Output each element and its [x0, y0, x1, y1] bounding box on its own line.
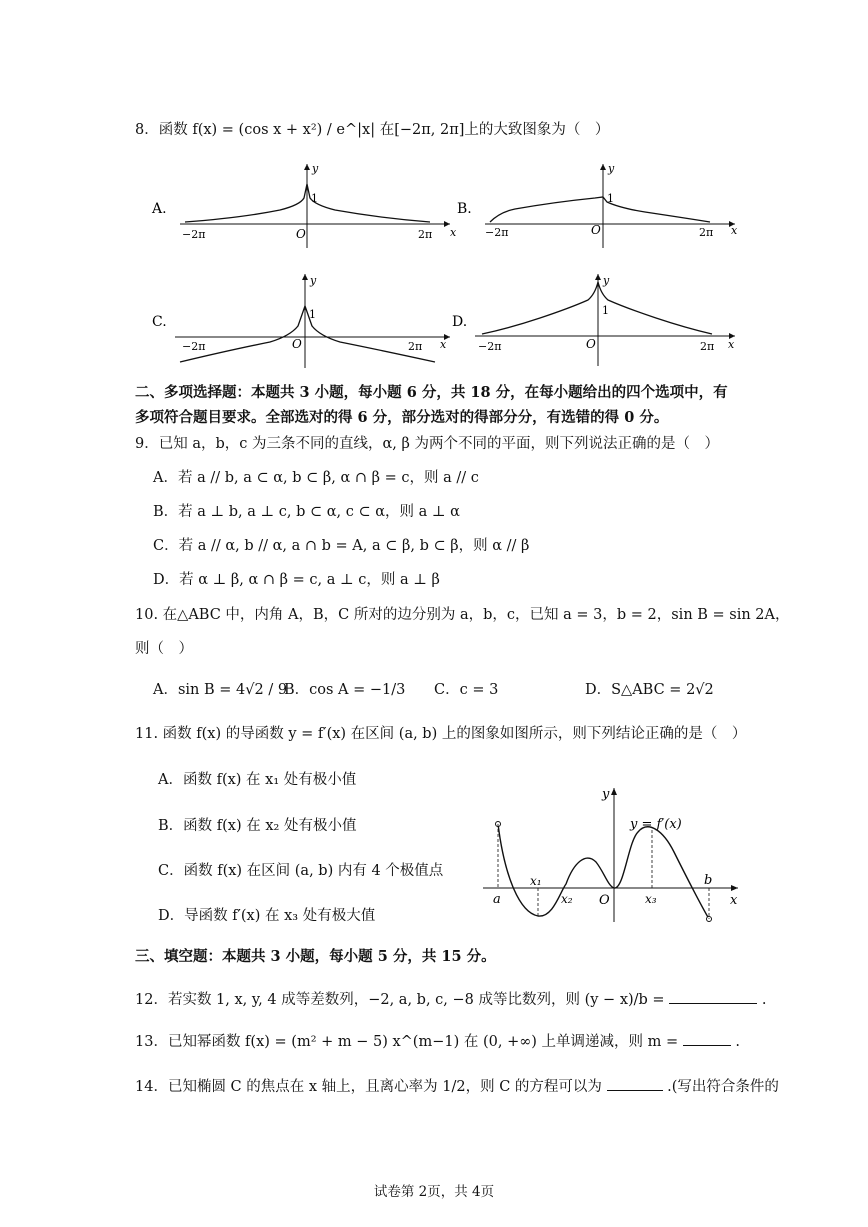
q14-row: [135, 1075, 779, 1096]
q11-option-d[interactable]: D．导函数 f′(x) 在 x₃ 处有极大值: [158, 908, 376, 924]
graph-a-ytick: 1: [311, 192, 318, 205]
section3-heading: 三、填空题：本题共 3 小题，每小题 5 分，共 15 分。: [135, 948, 496, 965]
graph-b-label: B.: [457, 201, 472, 217]
q11-derivative-graph[interactable]: [478, 782, 743, 927]
q13-text: 13．已知幂函数 f(x) = (m² + m − 5) x^(m−1) 在 (0, +∞) 上单调递减，则 m =: [135, 1034, 679, 1050]
q11-a-label: a: [493, 892, 501, 907]
graph-b-xaxis: x: [731, 224, 738, 237]
graph-b-xmin: −2π: [485, 226, 509, 239]
graph-b-ytick: 1: [607, 192, 614, 205]
q8-text: 8．函数 f(x) = (cos x + x²) / e^|x| 在[−2π, 2π]上的大致图象为（ ）: [135, 122, 610, 138]
q9-option-b[interactable]: B．若 a ⊥ b, a ⊥ c, b ⊂ α, c ⊂ α，则 a ⊥ α: [153, 504, 460, 520]
q9-text: 9．已知 a，b，c 为三条不同的直线，α, β 为两个不同的平面，则下列说法正确的是（ ）: [135, 436, 719, 452]
graph-d-label: D.: [452, 314, 468, 330]
graph-d-yaxis: y: [603, 274, 610, 287]
graph-c-xmin: −2π: [182, 340, 206, 353]
q11-xaxis-label: x: [730, 893, 738, 908]
section2-heading-line1: 二、多项选择题：本题共 3 小题，每小题 6 分，共 18 分，在每小题给出的四个选项中，有: [135, 384, 728, 401]
page-footer: 试卷第 2页，共 4页: [373, 1184, 495, 1200]
graph-c-xaxis: x: [440, 338, 447, 351]
graph-d-xaxis: x: [728, 338, 735, 351]
graph-a-xaxis: x: [450, 226, 457, 239]
q8-graph-b[interactable]: [455, 160, 745, 250]
q8-graph-c[interactable]: [150, 270, 460, 370]
q11-option-b[interactable]: B．函数 f(x) 在 x₂ 处有极小值: [158, 818, 357, 834]
q9-option-c[interactable]: C．若 a // α, b // α, a ∩ b = A, a ⊂ β, b ⊂ β，则 α // β: [153, 538, 530, 554]
graph-d-ytick: 1: [602, 304, 609, 317]
q9-option-d[interactable]: D．若 α ⊥ β, α ∩ β = c, a ⊥ c，则 a ⊥ β: [153, 572, 440, 588]
q11-x3-label: x₃: [645, 892, 657, 906]
q10-option-b[interactable]: B．cos A = −1/3: [284, 682, 406, 698]
q12-text: 12．若实数 1, x, y, 4 成等差数列，−2, a, b, c, −8 成等比数列，则 (y − x)/b =: [135, 992, 665, 1008]
q12-end: .: [761, 992, 767, 1008]
graph-a-yaxis: y: [312, 162, 319, 175]
q8-graph-d[interactable]: [450, 270, 745, 370]
q10-text-line1: 10. 在△ABC 中，内角 A，B，C 所对的边分别为 a，b，c，已知 a = 3，b = 2，sin B = sin 2A，: [135, 607, 790, 623]
graph-b-yaxis: y: [608, 162, 615, 175]
q13-answer-blank[interactable]: [683, 1031, 731, 1046]
q10-option-a[interactable]: A．sin B = 4√2 / 9: [153, 682, 288, 698]
q11-origin-label: O: [599, 893, 610, 908]
graph-c-label: C.: [152, 314, 167, 330]
q11-b-label: b: [704, 873, 713, 888]
q12-answer-blank[interactable]: [669, 989, 757, 1004]
graph-a-xmax: 2π: [418, 228, 433, 241]
graph-a-origin: O: [296, 227, 306, 241]
q14-end: .(写出符合条件的: [667, 1079, 779, 1095]
graph-c-xmax: 2π: [408, 340, 423, 353]
q11-x1-label: x₁: [530, 874, 542, 888]
graph-d-xmax: 2π: [700, 340, 715, 353]
q13-end: .: [735, 1034, 741, 1050]
q8-graph-a[interactable]: [150, 160, 460, 250]
q11-option-c[interactable]: C．函数 f(x) 在区间 (a, b) 内有 4 个极值点: [158, 863, 444, 879]
graph-b-xmax: 2π: [699, 226, 714, 239]
graph-c-origin: O: [292, 337, 302, 351]
q14-text: 14．已知椭圆 C 的焦点在 x 轴上，且离心率为 1/2，则 C 的方程可以为: [135, 1079, 602, 1095]
q10-text-line2: 则（ ）: [135, 641, 193, 657]
q11-x2-label: x₂: [561, 892, 573, 906]
q11-text: 11. 函数 f(x) 的导函数 y = f′(x) 在区间 (a, b) 上的图象如图所示，则下列结论正确的是（ ）: [135, 726, 747, 742]
q11-yaxis-label: y: [602, 787, 610, 802]
graph-c-ytick: 1: [309, 308, 316, 321]
q9-option-a[interactable]: A．若 a // b, a ⊂ α, b ⊂ β, α ∩ β = c，则 a // c: [153, 470, 479, 486]
section2-heading-line2: 多项符合题目要求。全部选对的得 6 分，部分选对的得部分分，有选错的得 0 分。: [135, 409, 669, 426]
q10-option-d[interactable]: D．S△ABC = 2√2: [585, 682, 714, 698]
graph-d-origin: O: [586, 337, 596, 351]
q13-row: [135, 1030, 740, 1051]
graph-b-origin: O: [591, 223, 601, 237]
q11-option-a[interactable]: A．函数 f(x) 在 x₁ 处有极小值: [158, 772, 357, 788]
q10-option-c[interactable]: C．c = 3: [434, 682, 499, 698]
q11-curve-label: y = f′(x): [630, 817, 682, 832]
graph-c-yaxis: y: [310, 274, 317, 287]
graph-d-xmin: −2π: [478, 340, 502, 353]
graph-a-xmin: −2π: [182, 228, 206, 241]
q12-row: [135, 988, 766, 1009]
q14-answer-blank[interactable]: [607, 1076, 663, 1091]
graph-a-label: A.: [152, 201, 167, 217]
